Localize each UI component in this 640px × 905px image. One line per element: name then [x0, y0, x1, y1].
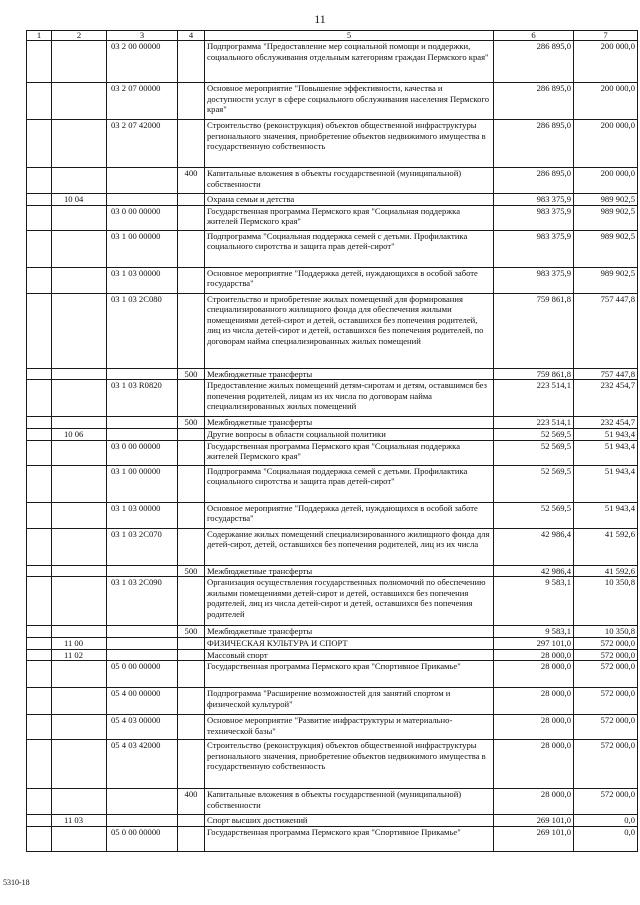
cell-amount-2: 200 000,0: [574, 41, 638, 83]
table-row: [27, 715, 638, 740]
cell-section: [27, 577, 52, 626]
cell-amount-2: 232 454,7: [574, 380, 638, 417]
cell-target-article: 03 1 00 00000: [107, 230, 178, 267]
cell-expense-type: [178, 661, 205, 688]
cell-target-article: 03 1 00 00000: [107, 465, 178, 502]
cell-expense-type: [178, 41, 205, 83]
cell-subsection: [52, 380, 107, 417]
cell-section: [27, 626, 52, 638]
header-cell-2: 2: [52, 31, 107, 41]
cell-amount-2: 572 000,0: [574, 638, 638, 650]
cell-subsection: 11 00: [52, 638, 107, 650]
cell-subsection: [52, 715, 107, 740]
table-row: [27, 368, 638, 380]
table-row: [27, 41, 638, 83]
table-row: [27, 267, 638, 293]
cell-expense-type: [178, 205, 205, 230]
table-row: [27, 465, 638, 502]
header-cell-1: 1: [27, 31, 52, 41]
cell-expense-type: [178, 577, 205, 626]
cell-target-article: 03 1 03 2С080: [107, 293, 178, 368]
cell-subsection: [52, 465, 107, 502]
cell-amount-1: 28 000,0: [494, 740, 574, 789]
cell-name: Капитальные вложения в объекты государственной (муниципальной) собственности: [205, 789, 494, 815]
footer-code: 5310-18: [3, 878, 30, 887]
cell-expense-type: 500: [178, 417, 205, 429]
table-row: [27, 626, 638, 638]
cell-amount-1: 286 895,0: [494, 120, 574, 168]
cell-name: Межбюджетные трансферты: [205, 565, 494, 577]
cell-expense-type: [178, 380, 205, 417]
cell-name: Подпрограмма "Социальная поддержка семей с детьми. Профилактика социального сиротства и защита прав детей-сирот": [205, 465, 494, 502]
table-row: [27, 168, 638, 194]
table-row: [27, 429, 638, 441]
cell-amount-1: 223 514,1: [494, 417, 574, 429]
cell-amount-1: 269 101,0: [494, 826, 574, 851]
cell-amount-2: 200 000,0: [574, 83, 638, 120]
cell-amount-2: 757 447,8: [574, 368, 638, 380]
cell-subsection: [52, 688, 107, 715]
cell-expense-type: [178, 528, 205, 565]
cell-name: Основное мероприятие "Повышение эффективности, качества и доступности услуг в сфере социального обслуживания населения Пермского края": [205, 83, 494, 120]
table-row: [27, 565, 638, 577]
cell-name: Капитальные вложения в объекты государственной (муниципальной) собственности: [205, 168, 494, 194]
cell-expense-type: [178, 267, 205, 293]
table-row: [27, 688, 638, 715]
cell-section: [27, 649, 52, 661]
cell-section: [27, 417, 52, 429]
table-row: [27, 440, 638, 465]
cell-amount-1: 297 101,0: [494, 638, 574, 650]
cell-section: [27, 528, 52, 565]
cell-amount-1: 983 375,9: [494, 205, 574, 230]
cell-expense-type: [178, 293, 205, 368]
cell-target-article: 05 0 00 00000: [107, 661, 178, 688]
cell-section: [27, 168, 52, 194]
cell-amount-1: 52 569,5: [494, 465, 574, 502]
cell-amount-1: 42 986,4: [494, 565, 574, 577]
cell-section: [27, 638, 52, 650]
table-row: [27, 120, 638, 168]
cell-name: Государственная программа Пермского края "Спортивное Прикамье": [205, 661, 494, 688]
cell-name: Организация осуществления государственных полномочий по обеспечению жилыми помещениями детей-сирот и детей, оставшихся без попечения родителей, лиц из числа детей-сирот и детей, оставшихся без попечения родителей: [205, 577, 494, 626]
cell-section: [27, 41, 52, 83]
table-row: [27, 194, 638, 206]
cell-subsection: 11 03: [52, 815, 107, 827]
cell-name: Строительство (реконструкция) объектов общественной инфраструктуры регионального значения, приобретение объектов недвижимого имущества в государственную собственность: [205, 120, 494, 168]
cell-amount-1: 269 101,0: [494, 815, 574, 827]
table-header-row: [27, 31, 638, 41]
cell-subsection: [52, 293, 107, 368]
table-row: [27, 826, 638, 851]
cell-amount-2: 989 902,5: [574, 230, 638, 267]
cell-target-article: 03 2 00 00000: [107, 41, 178, 83]
cell-amount-1: 52 569,5: [494, 502, 574, 528]
cell-name: Государственная программа Пермского края "Социальная поддержка жителей Пермского края": [205, 205, 494, 230]
cell-amount-2: 572 000,0: [574, 740, 638, 789]
table-row: [27, 502, 638, 528]
cell-amount-1: 9 583,1: [494, 577, 574, 626]
cell-amount-2: 0,0: [574, 815, 638, 827]
cell-subsection: [52, 528, 107, 565]
header-cell-6: 6: [494, 31, 574, 41]
cell-name: Предоставление жилых помещений детям-сиротам и детям, оставшимся без попечения родителей, лицам из их числа по договорам найма специализированных жилых помещений: [205, 380, 494, 417]
cell-amount-2: 572 000,0: [574, 649, 638, 661]
cell-amount-2: 200 000,0: [574, 120, 638, 168]
cell-name: Подпрограмма "Предоставление мер социальной помощи и поддержки, социального обслуживания отдельным категориям граждан Пермского края": [205, 41, 494, 83]
cell-name: Подпрограмма "Расширение возможностей для занятий спортом и физической культурой": [205, 688, 494, 715]
cell-amount-1: 28 000,0: [494, 789, 574, 815]
cell-expense-type: [178, 826, 205, 851]
cell-expense-type: [178, 740, 205, 789]
cell-name: Содержание жилых помещений специализированного жилищного фонда для детей-сирот, детей, оставшихся без попечения родителей, лиц из их числа: [205, 528, 494, 565]
table-row: [27, 815, 638, 827]
cell-amount-2: 10 350,8: [574, 577, 638, 626]
cell-subsection: [52, 41, 107, 83]
cell-target-article: 05 4 03 00000: [107, 715, 178, 740]
cell-amount-1: 42 986,4: [494, 528, 574, 565]
cell-section: [27, 380, 52, 417]
cell-expense-type: [178, 638, 205, 650]
cell-subsection: [52, 661, 107, 688]
cell-name: Государственная программа Пермского края "Социальная поддержка жителей Пермского края": [205, 440, 494, 465]
cell-amount-2: 989 902,5: [574, 194, 638, 206]
cell-amount-1: 286 895,0: [494, 168, 574, 194]
cell-expense-type: [178, 440, 205, 465]
header-cell-3: 3: [107, 31, 178, 41]
header-cell-7: 7: [574, 31, 638, 41]
cell-section: [27, 740, 52, 789]
cell-target-article: [107, 789, 178, 815]
cell-subsection: [52, 502, 107, 528]
cell-amount-1: 759 861,8: [494, 293, 574, 368]
table-row: [27, 293, 638, 368]
cell-subsection: [52, 205, 107, 230]
cell-subsection: 10 06: [52, 429, 107, 441]
cell-target-article: 03 0 00 00000: [107, 205, 178, 230]
cell-amount-2: 989 902,5: [574, 205, 638, 230]
cell-subsection: [52, 417, 107, 429]
cell-expense-type: [178, 649, 205, 661]
cell-amount-1: 983 375,9: [494, 194, 574, 206]
cell-name: Подпрограмма "Социальная поддержка семей с детьми. Профилактика социального сиротства и защита прав детей-сирот": [205, 230, 494, 267]
cell-name: Государственная программа Пермского края "Спортивное Прикамье": [205, 826, 494, 851]
cell-amount-2: 41 592,6: [574, 528, 638, 565]
cell-amount-1: 28 000,0: [494, 649, 574, 661]
cell-subsection: [52, 577, 107, 626]
cell-section: [27, 661, 52, 688]
cell-expense-type: [178, 502, 205, 528]
table-row: [27, 661, 638, 688]
cell-target-article: 03 1 03 2С070: [107, 528, 178, 565]
cell-section: [27, 194, 52, 206]
cell-amount-2: 51 943,4: [574, 440, 638, 465]
cell-section: [27, 502, 52, 528]
cell-subsection: [52, 440, 107, 465]
cell-section: [27, 565, 52, 577]
cell-subsection: [52, 565, 107, 577]
table-row: [27, 638, 638, 650]
cell-amount-1: 28 000,0: [494, 688, 574, 715]
cell-target-article: 05 0 00 00000: [107, 826, 178, 851]
cell-section: [27, 789, 52, 815]
cell-amount-2: 572 000,0: [574, 715, 638, 740]
cell-target-article: 03 1 03 R0820: [107, 380, 178, 417]
cell-section: [27, 120, 52, 168]
cell-name: Строительство (реконструкция) объектов общественной инфраструктуры регионального значения, приобретение объектов недвижимого имущества в государственную собственность: [205, 740, 494, 789]
cell-amount-2: 51 943,4: [574, 429, 638, 441]
cell-expense-type: 500: [178, 626, 205, 638]
cell-expense-type: 500: [178, 565, 205, 577]
cell-subsection: [52, 120, 107, 168]
cell-amount-1: 9 583,1: [494, 626, 574, 638]
cell-subsection: [52, 626, 107, 638]
cell-expense-type: 400: [178, 789, 205, 815]
cell-name: Межбюджетные трансферты: [205, 417, 494, 429]
cell-name: Охрана семьи и детства: [205, 194, 494, 206]
cell-target-article: [107, 649, 178, 661]
table-row: [27, 528, 638, 565]
cell-target-article: 05 4 00 00000: [107, 688, 178, 715]
header-cell-4: 4: [178, 31, 205, 41]
table-row: [27, 577, 638, 626]
cell-section: [27, 267, 52, 293]
cell-subsection: [52, 168, 107, 194]
cell-target-article: 03 2 07 00000: [107, 83, 178, 120]
table-row: [27, 740, 638, 789]
cell-subsection: [52, 83, 107, 120]
table-row: [27, 789, 638, 815]
cell-target-article: [107, 368, 178, 380]
cell-target-article: 03 1 03 00000: [107, 502, 178, 528]
cell-name: Спорт высших достижений: [205, 815, 494, 827]
cell-subsection: [52, 740, 107, 789]
cell-name: Массовый спорт: [205, 649, 494, 661]
cell-amount-1: 28 000,0: [494, 715, 574, 740]
cell-expense-type: [178, 230, 205, 267]
cell-expense-type: [178, 120, 205, 168]
cell-target-article: [107, 429, 178, 441]
cell-section: [27, 205, 52, 230]
cell-section: [27, 826, 52, 851]
cell-amount-2: 200 000,0: [574, 168, 638, 194]
cell-section: [27, 815, 52, 827]
cell-subsection: [52, 368, 107, 380]
cell-subsection: [52, 789, 107, 815]
cell-target-article: [107, 168, 178, 194]
cell-expense-type: [178, 815, 205, 827]
cell-subsection: 11 02: [52, 649, 107, 661]
cell-expense-type: 500: [178, 368, 205, 380]
cell-name: ФИЗИЧЕСКАЯ КУЛЬТУРА И СПОРТ: [205, 638, 494, 650]
cell-target-article: [107, 565, 178, 577]
cell-expense-type: [178, 83, 205, 120]
cell-amount-2: 232 454,7: [574, 417, 638, 429]
cell-target-article: 05 4 03 42000: [107, 740, 178, 789]
cell-section: [27, 440, 52, 465]
cell-amount-2: 10 350,8: [574, 626, 638, 638]
cell-amount-1: 28 000,0: [494, 661, 574, 688]
table-row: [27, 417, 638, 429]
cell-target-article: [107, 626, 178, 638]
cell-amount-2: 572 000,0: [574, 688, 638, 715]
cell-target-article: 03 1 03 00000: [107, 267, 178, 293]
cell-amount-2: 757 447,8: [574, 293, 638, 368]
cell-expense-type: 400: [178, 168, 205, 194]
cell-target-article: [107, 194, 178, 206]
cell-name: Основное мероприятие "Поддержка детей, нуждающихся в особой заботе государства": [205, 502, 494, 528]
cell-target-article: [107, 638, 178, 650]
cell-amount-1: 52 569,5: [494, 429, 574, 441]
table-row: [27, 230, 638, 267]
cell-section: [27, 230, 52, 267]
cell-target-article: 03 0 00 00000: [107, 440, 178, 465]
cell-section: [27, 465, 52, 502]
cell-amount-1: 983 375,9: [494, 267, 574, 293]
cell-amount-2: 0,0: [574, 826, 638, 851]
cell-name: Межбюджетные трансферты: [205, 626, 494, 638]
cell-expense-type: [178, 715, 205, 740]
cell-amount-1: 286 895,0: [494, 83, 574, 120]
cell-expense-type: [178, 194, 205, 206]
cell-name: Основное мероприятие "Развитие инфраструктуры и материально-технической базы": [205, 715, 494, 740]
cell-name: Другие вопросы в области социальной политики: [205, 429, 494, 441]
cell-amount-1: 983 375,9: [494, 230, 574, 267]
table-body: [27, 31, 638, 852]
cell-amount-2: 41 592,6: [574, 565, 638, 577]
header-cell-5: 5: [205, 31, 494, 41]
table-row: [27, 380, 638, 417]
cell-amount-1: 52 569,5: [494, 440, 574, 465]
cell-expense-type: [178, 429, 205, 441]
cell-amount-2: 572 000,0: [574, 661, 638, 688]
cell-section: [27, 293, 52, 368]
cell-subsection: [52, 826, 107, 851]
cell-amount-2: 51 943,4: [574, 502, 638, 528]
cell-target-article: 03 1 03 2С090: [107, 577, 178, 626]
cell-section: [27, 83, 52, 120]
cell-amount-1: 759 861,8: [494, 368, 574, 380]
table-row: [27, 205, 638, 230]
cell-amount-2: 572 000,0: [574, 789, 638, 815]
cell-name: Основное мероприятие "Поддержка детей, нуждающихся в особой заботе государства": [205, 267, 494, 293]
cell-target-article: [107, 417, 178, 429]
cell-name: Строительство и приобретение жилых помещений для формирования специализированного жилищного фонда для обеспечения жилыми помещениями детей-сирот и детей, оставшихся без попечения родителей, лиц из числа детей-сирот и детей, оставшихся без попечения родителей, по договорам найма специализированных жилых помещений: [205, 293, 494, 368]
cell-subsection: [52, 267, 107, 293]
cell-section: [27, 715, 52, 740]
table-row: [27, 649, 638, 661]
cell-name: Межбюджетные трансферты: [205, 368, 494, 380]
cell-amount-1: 223 514,1: [494, 380, 574, 417]
cell-expense-type: [178, 465, 205, 502]
table-row: [27, 83, 638, 120]
page-number: 11: [314, 12, 326, 26]
cell-amount-1: 286 895,0: [494, 41, 574, 83]
cell-section: [27, 429, 52, 441]
cell-target-article: [107, 815, 178, 827]
cell-expense-type: [178, 688, 205, 715]
cell-target-article: 03 2 07 42000: [107, 120, 178, 168]
cell-subsection: [52, 230, 107, 267]
budget-table: [26, 30, 638, 852]
cell-subsection: 10 04: [52, 194, 107, 206]
cell-section: [27, 368, 52, 380]
cell-amount-2: 51 943,4: [574, 465, 638, 502]
cell-section: [27, 688, 52, 715]
cell-amount-2: 989 902,5: [574, 267, 638, 293]
